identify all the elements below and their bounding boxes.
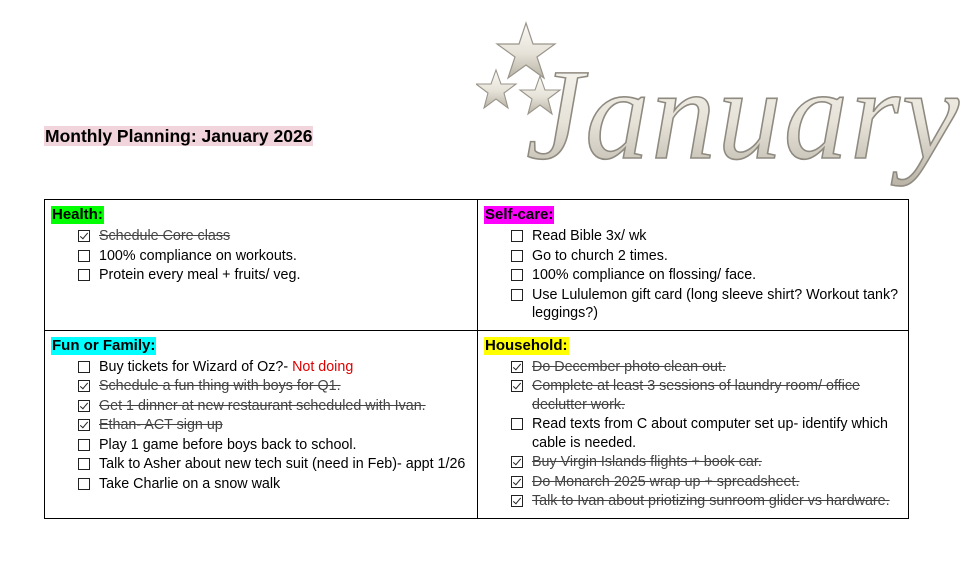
checklist-item-text: Talk to Ivan about priotizing sunroom glider vs hardware. xyxy=(532,493,890,509)
checklist-item-text: Read Bible 3x/ wk xyxy=(532,228,647,244)
checkbox[interactable] xyxy=(78,361,90,373)
checklist-item xyxy=(78,377,471,396)
fun-family-heading: Fun or Family: xyxy=(52,336,156,354)
checked-checkbox[interactable] xyxy=(78,230,90,242)
checked-checkbox[interactable] xyxy=(78,380,90,392)
checklist-item xyxy=(78,266,471,285)
checklist-item xyxy=(78,416,471,435)
page-title: Monthly Planning: January 2026 xyxy=(45,126,313,146)
self-care-heading: Self-care: xyxy=(485,206,554,223)
checklist-item xyxy=(511,227,902,246)
health-cell xyxy=(45,200,478,331)
checklist-item xyxy=(78,436,471,455)
checklist-item xyxy=(78,227,471,246)
checked-checkbox[interactable] xyxy=(78,419,90,431)
fun-family-cell xyxy=(45,330,478,518)
checklist-item-text: Read texts from C about computer set up- identify which cable is needed. xyxy=(532,416,888,451)
household-heading: Household: xyxy=(485,336,568,354)
checklist-item-text: 100% compliance on flossing/ face. xyxy=(532,267,757,283)
checklist-item xyxy=(78,455,471,474)
checklist-item-text: Talk to Asher about new tech suit (need in Feb)- appt 1/26 xyxy=(99,456,466,472)
checkbox[interactable] xyxy=(511,289,523,301)
checked-checkbox[interactable] xyxy=(511,361,523,373)
checkbox[interactable] xyxy=(78,250,90,262)
checklist-item xyxy=(511,492,902,511)
checklist-item xyxy=(511,415,902,452)
checklist-item-text: Do Monarch 2025 wrap up + spreadsheet. xyxy=(532,473,800,490)
checklist-item-text: Do December photo clean out. xyxy=(532,358,726,375)
january-banner-image xyxy=(476,18,968,188)
checked-checkbox[interactable] xyxy=(78,400,90,412)
checkbox[interactable] xyxy=(78,458,90,470)
checklist-item xyxy=(78,247,471,266)
checklist-item xyxy=(511,358,902,377)
checkbox[interactable] xyxy=(511,269,523,281)
checklist-item xyxy=(511,286,902,323)
checked-checkbox[interactable] xyxy=(511,495,523,507)
self-care-list xyxy=(484,227,902,323)
checkbox[interactable] xyxy=(78,439,90,451)
checklist-item-text: Use Lululemon gift card (long sleeve shirt? Workout tank? leggings?) xyxy=(532,286,899,321)
checkbox[interactable] xyxy=(511,230,523,242)
checklist-item-text: Ethan- ACT sign up xyxy=(99,417,223,433)
checklist-item xyxy=(78,358,471,377)
household-cell xyxy=(478,330,909,518)
health-heading: Health: xyxy=(52,206,103,223)
checklist-item xyxy=(78,475,471,494)
checkbox[interactable] xyxy=(511,250,523,262)
checklist-item-text: Buy tickets for Wizard of Oz?- xyxy=(99,358,293,375)
checklist-item-text: 100% compliance on workouts. xyxy=(99,247,297,264)
checked-checkbox[interactable] xyxy=(511,476,523,488)
checklist-item-text: Schedule Core class xyxy=(99,228,231,244)
checklist-item-text: Go to church 2 times. xyxy=(532,247,668,264)
checklist-item xyxy=(511,377,902,414)
health-list xyxy=(51,227,471,285)
checklist-item-text: Schedule a fun thing with boys for Q1. xyxy=(99,378,341,394)
checked-checkbox[interactable] xyxy=(511,380,523,392)
checklist-item-text: Take Charlie on a snow walk xyxy=(99,475,281,492)
self-care-cell xyxy=(478,200,909,331)
checklist-item-text: Play 1 game before boys back to school. xyxy=(99,436,357,453)
checkbox[interactable] xyxy=(78,269,90,281)
item-note: Not doing xyxy=(292,358,354,375)
checked-checkbox[interactable] xyxy=(511,456,523,468)
checklist-item-text: Buy Virgin Islands flights + book car. xyxy=(532,454,762,470)
planning-table xyxy=(44,199,909,519)
checklist-item-text: Protein every meal + fruits/ veg. xyxy=(99,267,301,283)
checklist-item xyxy=(511,473,902,492)
household-list xyxy=(484,358,902,511)
checklist-item xyxy=(78,397,471,416)
checklist-item xyxy=(511,453,902,472)
checkbox[interactable] xyxy=(511,418,523,430)
checklist-item-text: Get 1 dinner at new restaurant scheduled with Ivan. xyxy=(99,397,426,414)
checklist-item xyxy=(511,266,902,285)
banner-text: January xyxy=(526,43,961,187)
fun-family-list xyxy=(51,358,471,494)
checklist-item-text: Complete at least 3 sessions of laundry room/ office declutter work. xyxy=(532,378,860,413)
checklist-item xyxy=(511,247,902,266)
checkbox[interactable] xyxy=(78,478,90,490)
